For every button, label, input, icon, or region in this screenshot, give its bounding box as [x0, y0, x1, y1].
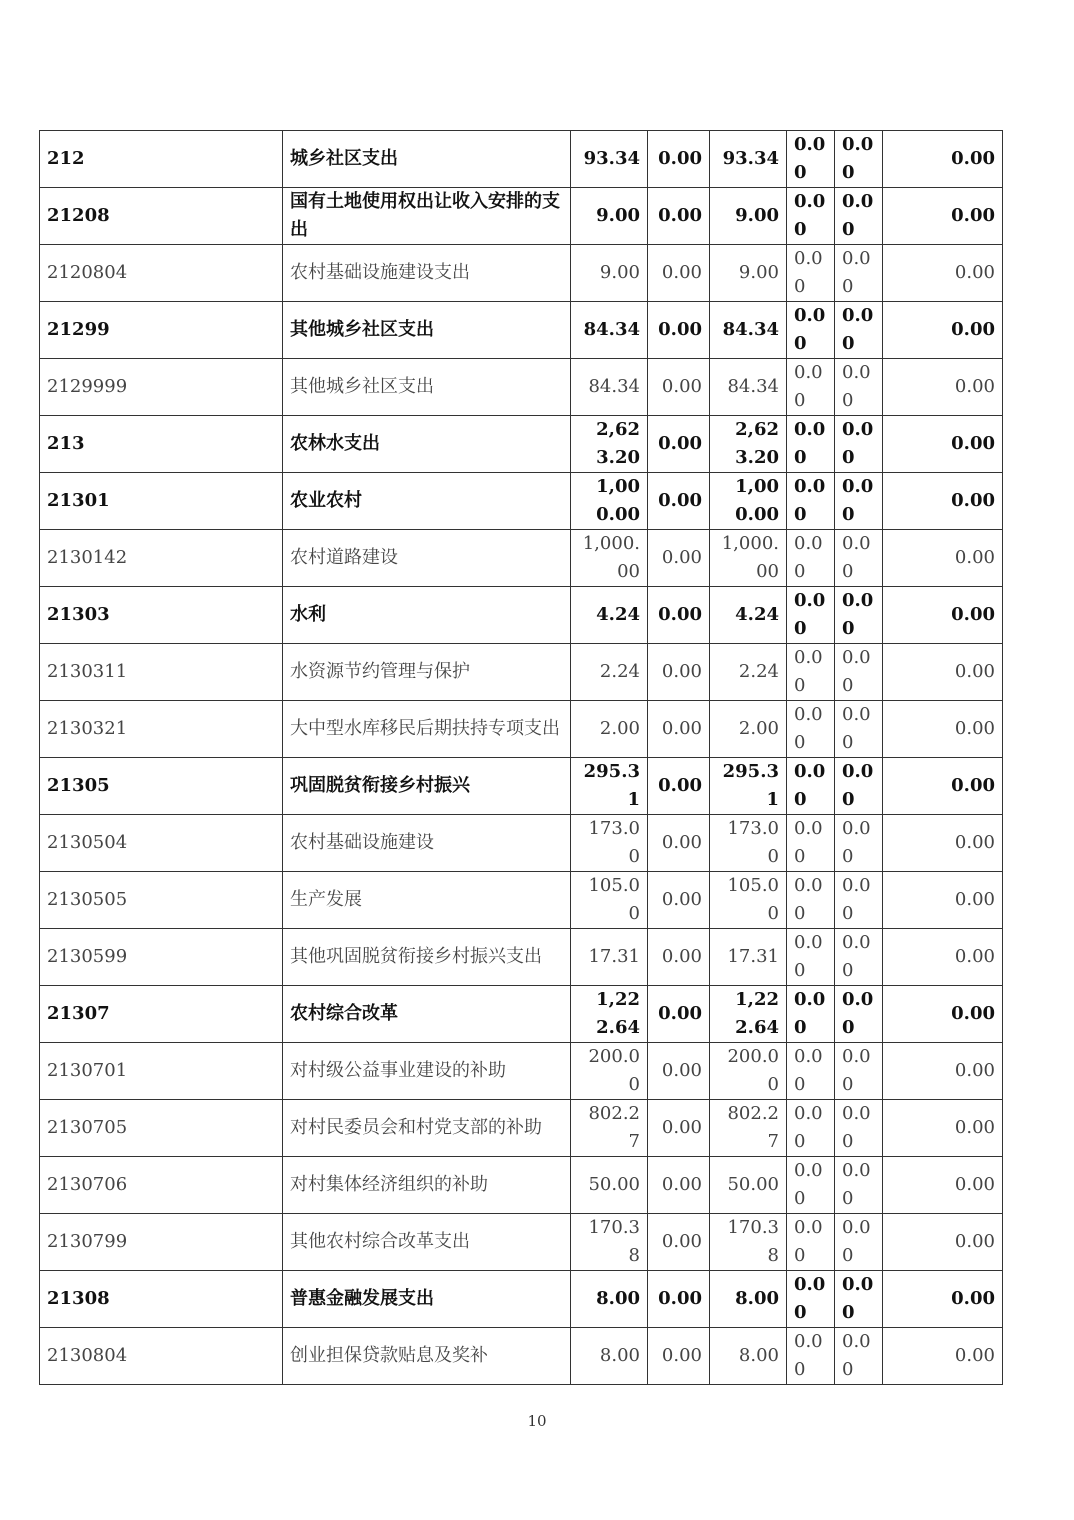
cell-col2: 0.00 [648, 929, 710, 986]
cell-col6: 0.00 [883, 1271, 1003, 1328]
cell-col4: 0.00 [787, 473, 835, 530]
cell-name: 生产发展 [283, 872, 571, 929]
cell-col4: 0.00 [787, 644, 835, 701]
cell-name: 农村综合改革 [283, 986, 571, 1043]
cell-total: 9.00 [571, 188, 648, 245]
cell-code: 2129999 [40, 359, 283, 416]
cell-code: 212 [40, 131, 283, 188]
cell-col3: 105.00 [710, 872, 787, 929]
cell-col6: 0.00 [883, 815, 1003, 872]
cell-col5: 0.00 [835, 644, 883, 701]
cell-col5: 0.00 [835, 1214, 883, 1271]
cell-col3: 1,000.00 [710, 473, 787, 530]
cell-col6: 0.00 [883, 359, 1003, 416]
cell-col2: 0.00 [648, 644, 710, 701]
cell-name: 农林水支出 [283, 416, 571, 473]
table-body [40, 131, 1003, 1385]
table-row [40, 530, 1003, 587]
cell-col6: 0.00 [883, 758, 1003, 815]
table-row [40, 1043, 1003, 1100]
cell-code: 2130142 [40, 530, 283, 587]
cell-name: 农村道路建设 [283, 530, 571, 587]
cell-col5: 0.00 [835, 1271, 883, 1328]
cell-col5: 0.00 [835, 986, 883, 1043]
table-row [40, 758, 1003, 815]
cell-name: 农业农村 [283, 473, 571, 530]
budget-table [39, 130, 1003, 1385]
cell-code: 2130505 [40, 872, 283, 929]
cell-code: 2130321 [40, 701, 283, 758]
table-row [40, 986, 1003, 1043]
cell-col3: 8.00 [710, 1328, 787, 1385]
cell-col6: 0.00 [883, 1214, 1003, 1271]
cell-col2: 0.00 [648, 530, 710, 587]
cell-col5: 0.00 [835, 587, 883, 644]
cell-name: 创业担保贷款贴息及奖补 [283, 1328, 571, 1385]
cell-col4: 0.00 [787, 359, 835, 416]
cell-col3: 173.00 [710, 815, 787, 872]
cell-col5: 0.00 [835, 416, 883, 473]
cell-code: 2130804 [40, 1328, 283, 1385]
cell-col5: 0.00 [835, 815, 883, 872]
cell-name: 其他巩固脱贫衔接乡村振兴支出 [283, 929, 571, 986]
table-row [40, 1100, 1003, 1157]
cell-col5: 0.00 [835, 473, 883, 530]
cell-code: 21305 [40, 758, 283, 815]
cell-name: 其他农村综合改革支出 [283, 1214, 571, 1271]
cell-total: 802.27 [571, 1100, 648, 1157]
cell-col4: 0.00 [787, 1214, 835, 1271]
cell-col4: 0.00 [787, 815, 835, 872]
table-row [40, 872, 1003, 929]
cell-total: 50.00 [571, 1157, 648, 1214]
cell-col5: 0.00 [835, 245, 883, 302]
cell-col5: 0.00 [835, 929, 883, 986]
cell-col3: 295.31 [710, 758, 787, 815]
cell-col4: 0.00 [787, 1328, 835, 1385]
cell-col3: 50.00 [710, 1157, 787, 1214]
cell-col5: 0.00 [835, 359, 883, 416]
cell-col6: 0.00 [883, 302, 1003, 359]
cell-col6: 0.00 [883, 701, 1003, 758]
cell-col3: 2,623.20 [710, 416, 787, 473]
cell-col3: 9.00 [710, 188, 787, 245]
cell-name: 国有土地使用权出让收入安排的支出 [283, 188, 571, 245]
cell-total: 84.34 [571, 302, 648, 359]
cell-col5: 0.00 [835, 1157, 883, 1214]
cell-col3: 2.24 [710, 644, 787, 701]
cell-col6: 0.00 [883, 872, 1003, 929]
cell-col2: 0.00 [648, 1328, 710, 1385]
cell-col3: 8.00 [710, 1271, 787, 1328]
cell-col4: 0.00 [787, 929, 835, 986]
cell-total: 295.31 [571, 758, 648, 815]
cell-col4: 0.00 [787, 1100, 835, 1157]
cell-col2: 0.00 [648, 245, 710, 302]
cell-col2: 0.00 [648, 1043, 710, 1100]
cell-code: 21208 [40, 188, 283, 245]
cell-col2: 0.00 [648, 815, 710, 872]
cell-col6: 0.00 [883, 587, 1003, 644]
table-row [40, 188, 1003, 245]
cell-total: 1,000.00 [571, 473, 648, 530]
cell-code: 21307 [40, 986, 283, 1043]
page-number: 10 [527, 1412, 547, 1430]
cell-name: 对村集体经济组织的补助 [283, 1157, 571, 1214]
table-row [40, 245, 1003, 302]
cell-col4: 0.00 [787, 131, 835, 188]
cell-total: 105.00 [571, 872, 648, 929]
table-row [40, 1157, 1003, 1214]
cell-col2: 0.00 [648, 1214, 710, 1271]
cell-col6: 0.00 [883, 929, 1003, 986]
cell-code: 2130705 [40, 1100, 283, 1157]
cell-total: 1,222.64 [571, 986, 648, 1043]
cell-col4: 0.00 [787, 1043, 835, 1100]
cell-col3: 9.00 [710, 245, 787, 302]
cell-col6: 0.00 [883, 1100, 1003, 1157]
table-row [40, 644, 1003, 701]
cell-col2: 0.00 [648, 188, 710, 245]
cell-code: 2130701 [40, 1043, 283, 1100]
cell-code: 2130706 [40, 1157, 283, 1214]
cell-col4: 0.00 [787, 701, 835, 758]
cell-name: 农村基础设施建设支出 [283, 245, 571, 302]
cell-name: 普惠金融发展支出 [283, 1271, 571, 1328]
cell-col3: 802.27 [710, 1100, 787, 1157]
table-row [40, 701, 1003, 758]
cell-code: 2130504 [40, 815, 283, 872]
cell-code: 2120804 [40, 245, 283, 302]
cell-col6: 0.00 [883, 245, 1003, 302]
cell-name: 水资源节约管理与保护 [283, 644, 571, 701]
cell-total: 170.38 [571, 1214, 648, 1271]
cell-total: 84.34 [571, 359, 648, 416]
cell-col3: 84.34 [710, 302, 787, 359]
cell-total: 17.31 [571, 929, 648, 986]
cell-col3: 84.34 [710, 359, 787, 416]
cell-col2: 0.00 [648, 986, 710, 1043]
cell-col5: 0.00 [835, 872, 883, 929]
cell-col2: 0.00 [648, 701, 710, 758]
cell-name: 对村民委员会和村党支部的补助 [283, 1100, 571, 1157]
cell-total: 200.00 [571, 1043, 648, 1100]
cell-total: 8.00 [571, 1328, 648, 1385]
cell-name: 水利 [283, 587, 571, 644]
cell-col2: 0.00 [648, 1157, 710, 1214]
cell-col6: 0.00 [883, 644, 1003, 701]
cell-name: 农村基础设施建设 [283, 815, 571, 872]
cell-code: 21301 [40, 473, 283, 530]
cell-col5: 0.00 [835, 302, 883, 359]
cell-col4: 0.00 [787, 530, 835, 587]
cell-total: 1,000.00 [571, 530, 648, 587]
cell-col5: 0.00 [835, 188, 883, 245]
table-row [40, 587, 1003, 644]
table-row [40, 359, 1003, 416]
cell-col6: 0.00 [883, 188, 1003, 245]
cell-name: 城乡社区支出 [283, 131, 571, 188]
cell-col2: 0.00 [648, 131, 710, 188]
cell-col4: 0.00 [787, 872, 835, 929]
cell-code: 21308 [40, 1271, 283, 1328]
cell-col3: 93.34 [710, 131, 787, 188]
table-row [40, 1328, 1003, 1385]
cell-code: 2130599 [40, 929, 283, 986]
cell-code: 2130799 [40, 1214, 283, 1271]
table-row [40, 815, 1003, 872]
cell-code: 2130311 [40, 644, 283, 701]
cell-col5: 0.00 [835, 131, 883, 188]
table-row [40, 1214, 1003, 1271]
cell-col5: 0.00 [835, 1328, 883, 1385]
cell-col4: 0.00 [787, 758, 835, 815]
cell-name: 大中型水库移民后期扶持专项支出 [283, 701, 571, 758]
table-row [40, 416, 1003, 473]
cell-col2: 0.00 [648, 302, 710, 359]
cell-name: 对村级公益事业建设的补助 [283, 1043, 571, 1100]
cell-col3: 2.00 [710, 701, 787, 758]
cell-code: 213 [40, 416, 283, 473]
cell-total: 2.24 [571, 644, 648, 701]
cell-total: 2.00 [571, 701, 648, 758]
cell-col6: 0.00 [883, 1328, 1003, 1385]
cell-col5: 0.00 [835, 1100, 883, 1157]
cell-col4: 0.00 [787, 1157, 835, 1214]
cell-col6: 0.00 [883, 986, 1003, 1043]
cell-col3: 1,000.00 [710, 530, 787, 587]
cell-col6: 0.00 [883, 416, 1003, 473]
cell-col2: 0.00 [648, 1271, 710, 1328]
table-row [40, 302, 1003, 359]
cell-col6: 0.00 [883, 131, 1003, 188]
cell-col2: 0.00 [648, 359, 710, 416]
cell-col2: 0.00 [648, 1100, 710, 1157]
cell-col3: 170.38 [710, 1214, 787, 1271]
cell-col2: 0.00 [648, 587, 710, 644]
cell-col4: 0.00 [787, 416, 835, 473]
cell-col6: 0.00 [883, 1043, 1003, 1100]
cell-total: 2,623.20 [571, 416, 648, 473]
cell-col2: 0.00 [648, 758, 710, 815]
cell-total: 4.24 [571, 587, 648, 644]
cell-name: 其他城乡社区支出 [283, 302, 571, 359]
cell-code: 21303 [40, 587, 283, 644]
cell-code: 21299 [40, 302, 283, 359]
cell-col4: 0.00 [787, 245, 835, 302]
cell-col5: 0.00 [835, 530, 883, 587]
cell-col6: 0.00 [883, 530, 1003, 587]
cell-col4: 0.00 [787, 188, 835, 245]
cell-col6: 0.00 [883, 473, 1003, 530]
cell-col6: 0.00 [883, 1157, 1003, 1214]
table-row [40, 1271, 1003, 1328]
cell-col2: 0.00 [648, 416, 710, 473]
cell-col2: 0.00 [648, 872, 710, 929]
cell-col3: 17.31 [710, 929, 787, 986]
cell-col3: 4.24 [710, 587, 787, 644]
cell-col4: 0.00 [787, 986, 835, 1043]
table-row [40, 131, 1003, 188]
cell-total: 9.00 [571, 245, 648, 302]
cell-col5: 0.00 [835, 701, 883, 758]
cell-col4: 0.00 [787, 302, 835, 359]
cell-col5: 0.00 [835, 1043, 883, 1100]
cell-col5: 0.00 [835, 758, 883, 815]
cell-total: 173.00 [571, 815, 648, 872]
cell-total: 8.00 [571, 1271, 648, 1328]
cell-name: 其他城乡社区支出 [283, 359, 571, 416]
cell-col4: 0.00 [787, 587, 835, 644]
cell-name: 巩固脱贫衔接乡村振兴 [283, 758, 571, 815]
cell-col4: 0.00 [787, 1271, 835, 1328]
cell-col3: 1,222.64 [710, 986, 787, 1043]
table-row [40, 473, 1003, 530]
table-row [40, 929, 1003, 986]
cell-col3: 200.00 [710, 1043, 787, 1100]
cell-total: 93.34 [571, 131, 648, 188]
cell-col2: 0.00 [648, 473, 710, 530]
